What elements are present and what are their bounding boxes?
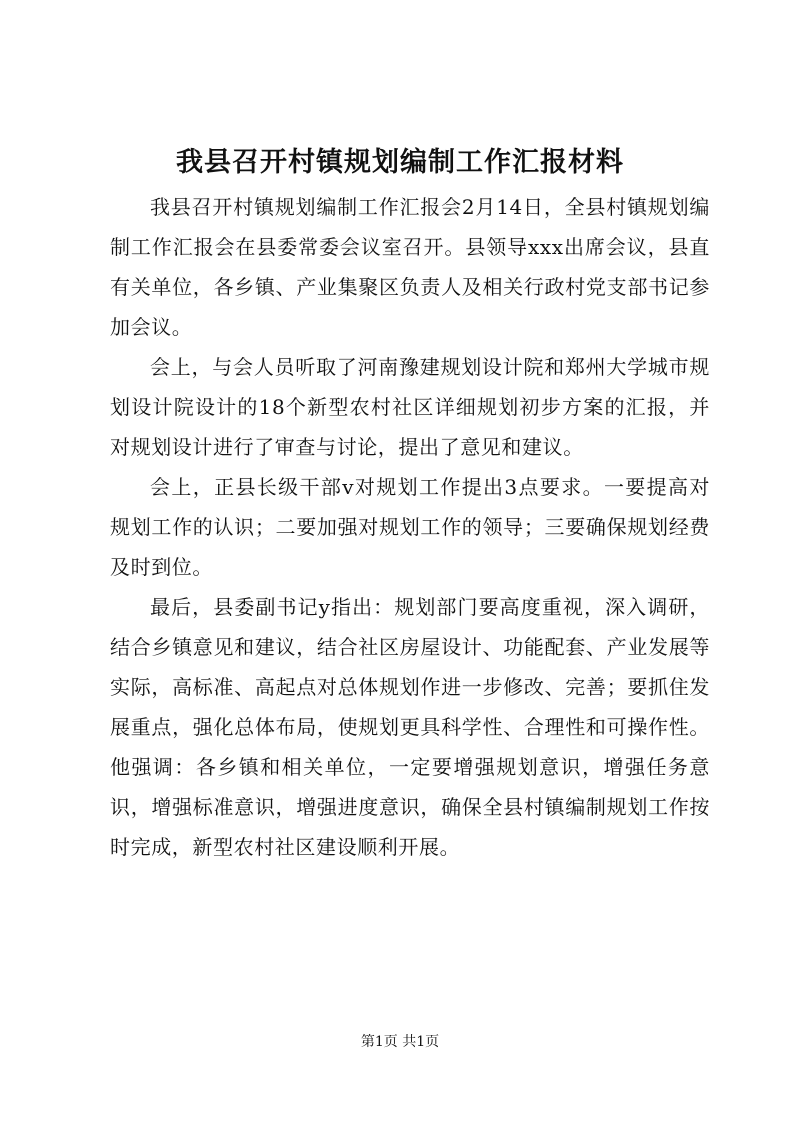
document-title: 我县召开村镇规划编制工作汇报材料 (176, 147, 624, 178)
page-footer: 第1页 共1页 (360, 1034, 440, 1050)
paragraph-closing-remarks: 最后，县委副书记y指出：规划部门要高度重视，深入调研，结合乡镇意见和建议，结合社区房屋设计、功能配套、产业发展等实际，高标准、高起点对总体规划作进一步修改、完善；要抓住发展重点，强化总体布局，使规划更具科学性、合理性和可操作性。他强调：各乡镇和相关单位，一定要增强规划意识，增强任务意识，增强标准意识，增强进度意识，确保全县村镇编制规划工作按时完成，新型农村社区建设顺利开展。 (110, 595, 710, 859)
paragraph-report-review: 会上，与会人员听取了河南豫建规划设计院和郑州大学城市规划设计院设计的18个新型农村社区详细规划初步方案的汇报，并对规划设计进行了审查与讨论，提出了意见和建议。 (110, 355, 710, 459)
paragraph-county-requirements: 会上，正县长级干部v对规划工作提出3点要求。一要提高对规划工作的认识；二要加强对规划工作的领导；三要确保规划经费及时到位。 (110, 475, 710, 579)
paragraph-meeting-intro: 我县召开村镇规划编制工作汇报会2月14日，全县村镇规划编制工作汇报会在县委常委会议室召开。县领导xxx出席会议，县直有关单位，各乡镇、产业集聚区负责人及相关行政村党支部书记参加会议。 (110, 195, 710, 339)
document-body (110, 187, 710, 867)
